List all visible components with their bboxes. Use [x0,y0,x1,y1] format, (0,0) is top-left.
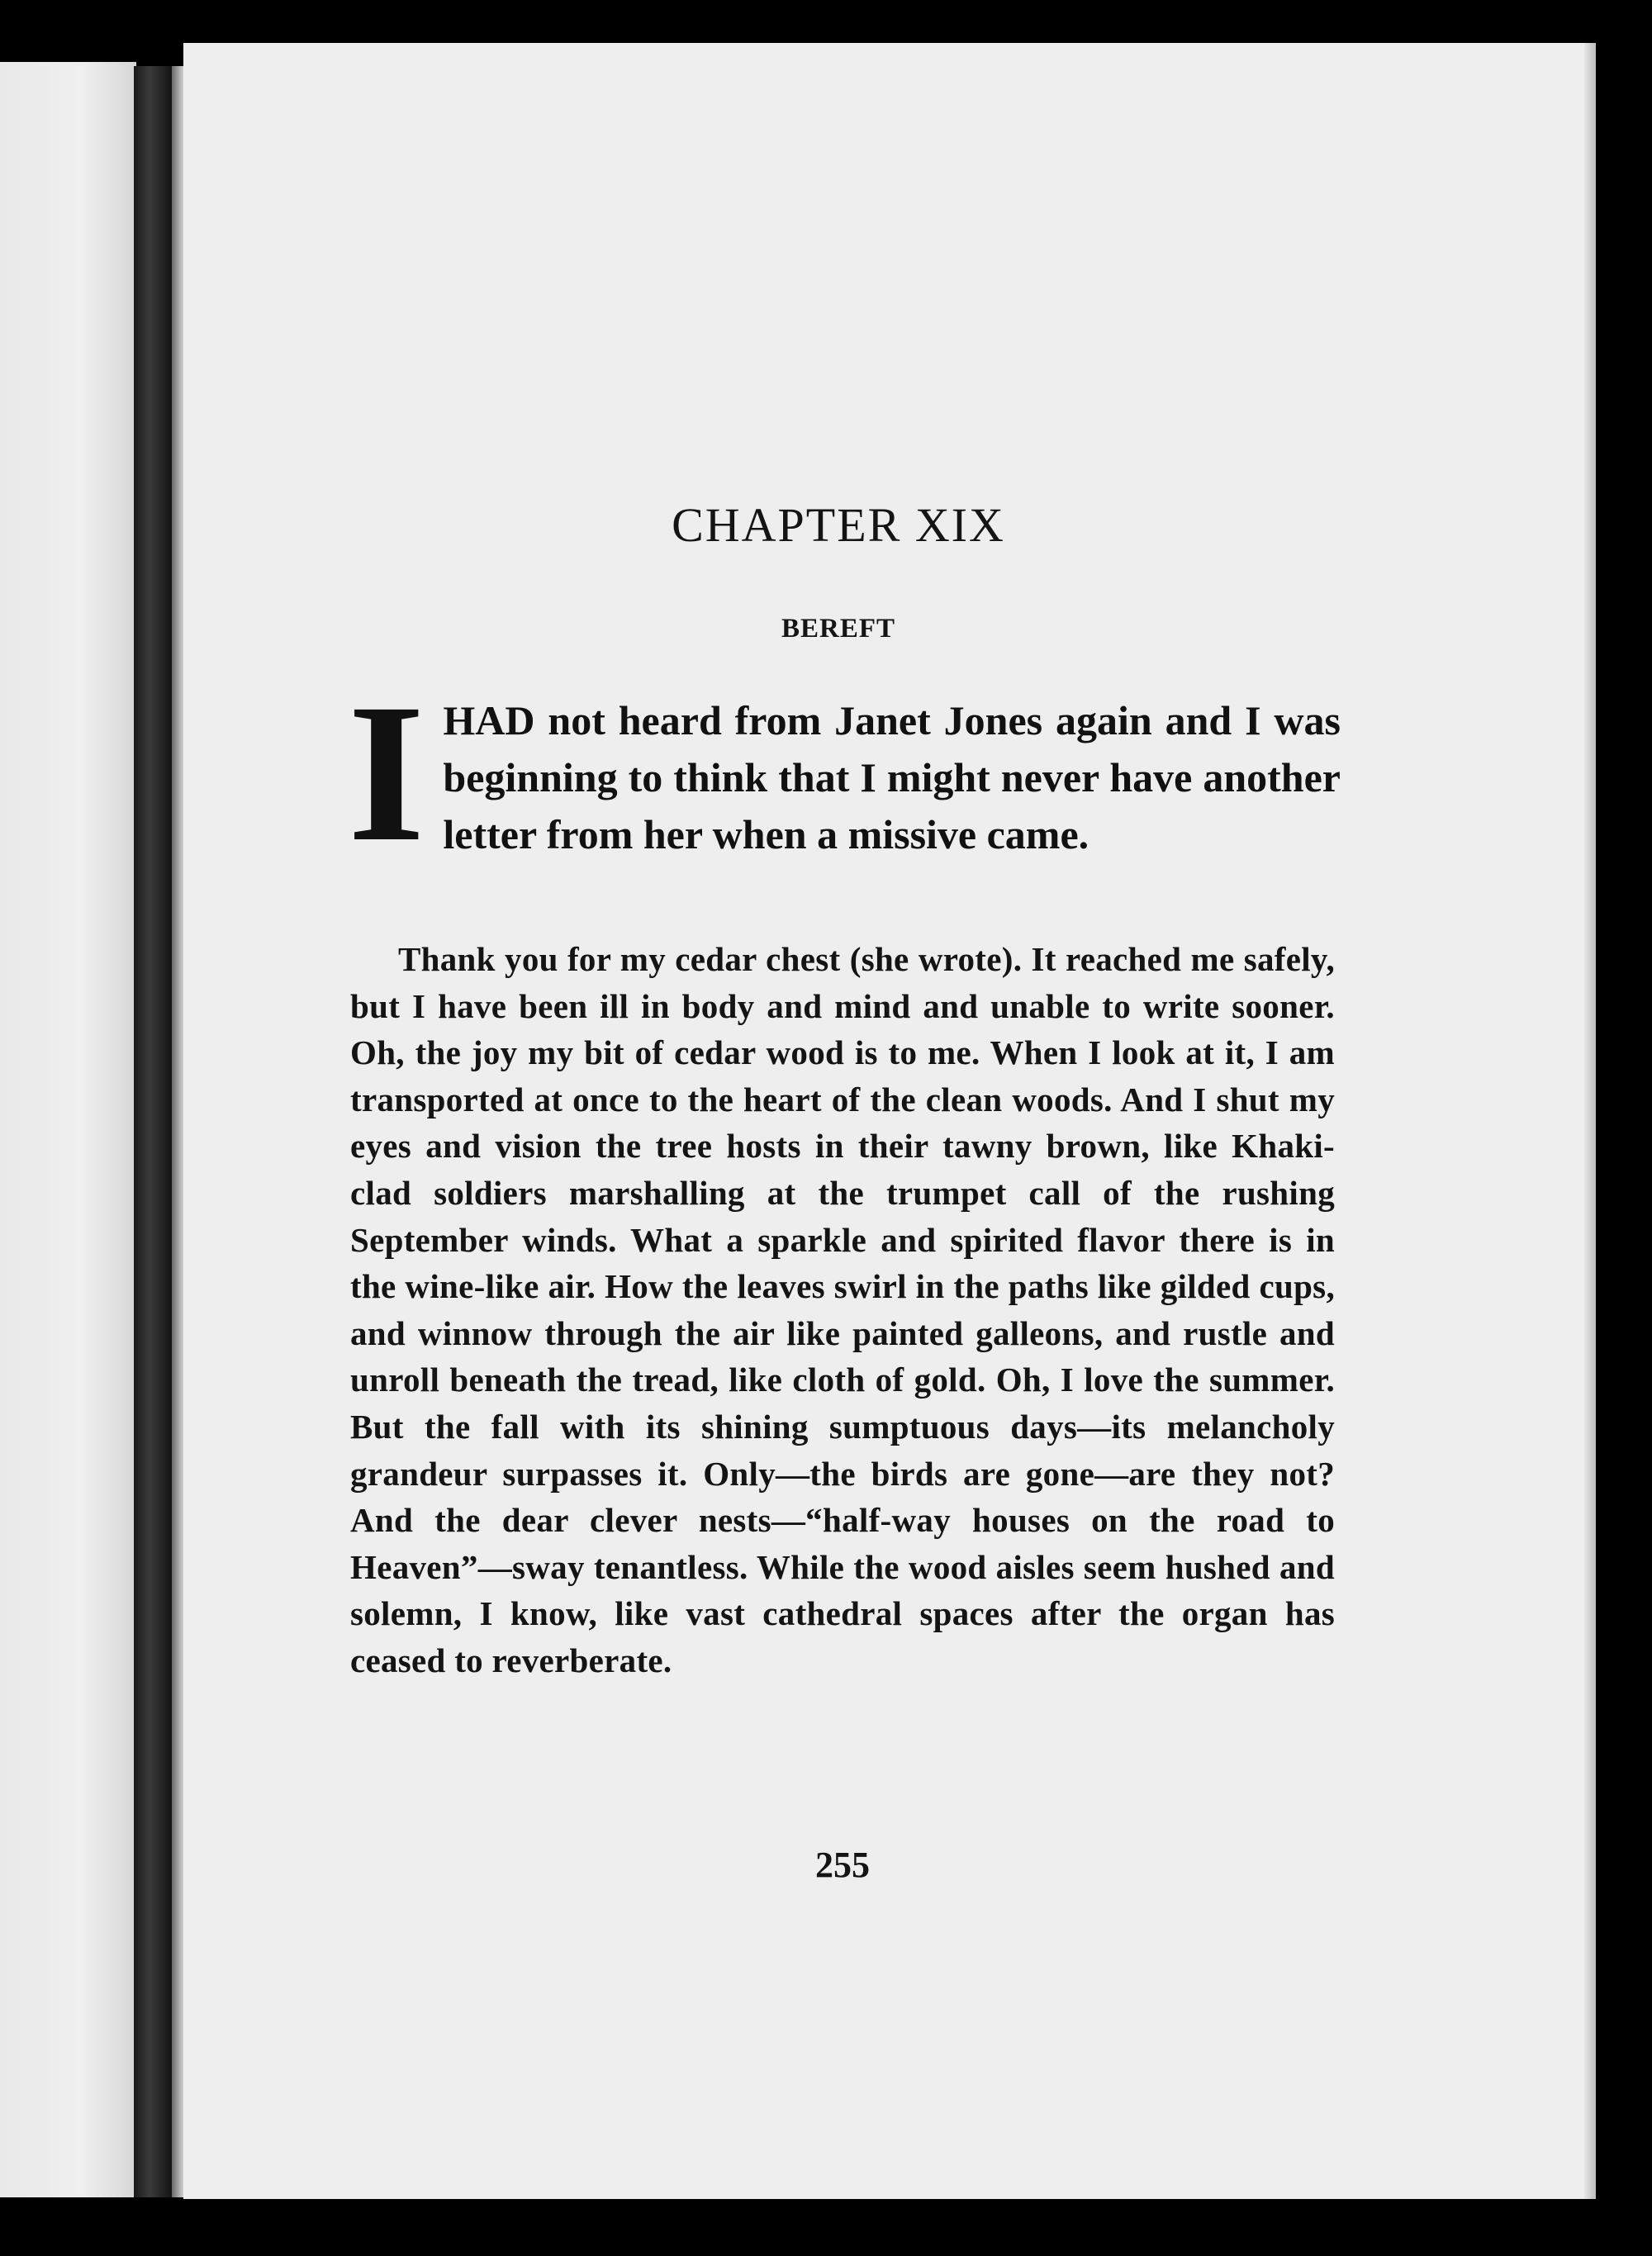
opening-paragraph [348,663,1341,882]
chapter-subtitle: BEREFT [781,614,896,644]
drop-cap: I [348,663,425,882]
chapter-title: CHAPTER XIX [672,498,1005,552]
page-number: 255 [815,1845,870,1885]
opening-text: HAD not heard from Janet Jones again and I was beginning to think that I might never have another letter from her when a missive came. [443,697,1341,857]
facing-page-edge [0,62,136,2197]
letter-body [350,936,1335,1684]
letter-paragraph: Thank you for my cedar chest (she wrote). It reached me safely, but I have been ill in body and mind and unable to write sooner. Oh, the joy my bit of cedar wood is to me. When I look at it, I am transported at once to the heart of the clean woods. And I shut my eyes and vision the tree hosts in their tawny brown, like Khaki-clad soldiers marshalling at the trumpet call of the rushing September winds. What a sparkle and spirited flavor there is in the wine-like air. How the leaves swirl in the paths like gilded cups, and winnow through the air like painted galleons, and rustle and unroll beneath the tread, like cloth of gold. Oh, I love the summer. But the fall with its shining sumptuous days—its melancholy grandeur surpasses it. Only—the birds are gone—are they not? And the dear clever nests—“half-way houses on the road to Heaven”—sway tenantless. While the wood aisles seem hushed and solemn, I know, like vast cathedral spaces after the organ has ceased to reverberate. [350,940,1335,1679]
gutter-shadow [172,66,183,2197]
page-right-edge [1584,43,1596,2199]
scan-bottom-border [0,2199,1652,2256]
book-gutter [134,66,173,2197]
